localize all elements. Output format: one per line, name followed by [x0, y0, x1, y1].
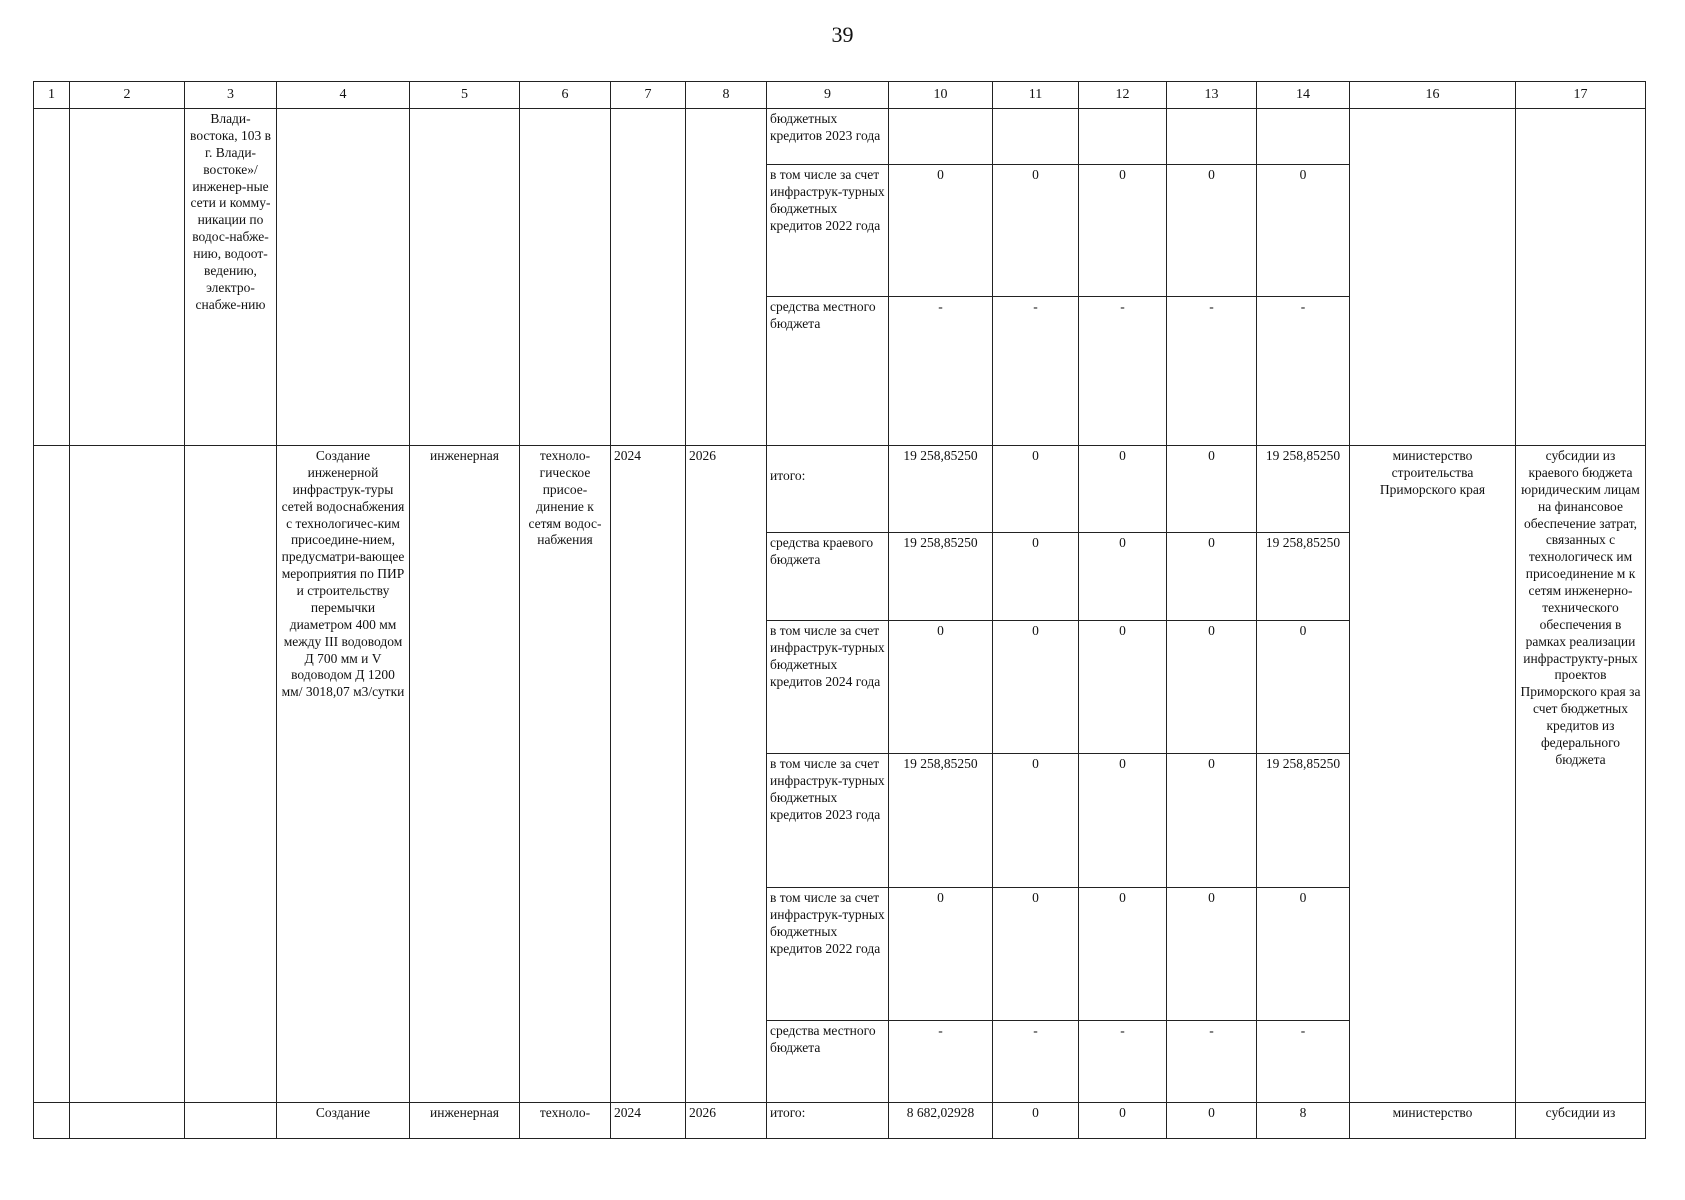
value-cell: - [1079, 1021, 1167, 1103]
data-table [33, 81, 1646, 1139]
start-year-cell: 2024 [611, 446, 686, 1103]
cell-col2 [70, 1103, 185, 1139]
funding-source-cell: итого: [767, 446, 889, 533]
value-cell: 0 [1167, 888, 1257, 1021]
cell-col5 [410, 109, 520, 446]
cell-col17 [1516, 109, 1646, 446]
table-row [34, 109, 1646, 165]
value-cell: 0 [1079, 1103, 1167, 1139]
value-cell: 0 [1079, 621, 1167, 754]
header-cell: 8 [686, 82, 767, 109]
value-cell: 0 [889, 888, 993, 1021]
responsible-body-cell: министерство [1350, 1103, 1516, 1139]
value-cell: 19 258,85250 [1257, 754, 1350, 888]
financing-form-cell: субсидии из [1516, 1103, 1646, 1139]
value-cell: 0 [1167, 1103, 1257, 1139]
value-cell: 0 [993, 888, 1079, 1021]
header-cell: 2 [70, 82, 185, 109]
funding-source-cell: в том числе за счет инфраструк-турных бюджетных кредитов 2023 года [767, 754, 889, 888]
header-cell: 9 [767, 82, 889, 109]
value-cell: - [1167, 297, 1257, 446]
value-cell [1167, 109, 1257, 165]
responsible-body-cell: министерство строительства Приморского края [1350, 446, 1516, 1103]
value-cell: 0 [1167, 621, 1257, 754]
object-type-cell: инженерная [410, 1103, 520, 1139]
cell-col3 [185, 1103, 277, 1139]
value-cell: 0 [889, 165, 993, 297]
header-cell: 5 [410, 82, 520, 109]
value-cell: - [993, 1021, 1079, 1103]
value-cell: 0 [993, 533, 1079, 621]
value-cell [993, 109, 1079, 165]
start-year-cell: 2024 [611, 1103, 686, 1139]
cell-col4 [277, 109, 410, 446]
purpose-cell: техноло-гическое присое-динение к сетям водос-набжения [520, 446, 611, 1103]
value-cell: 0 [1167, 754, 1257, 888]
value-cell [1257, 109, 1350, 165]
end-year-cell: 2026 [686, 446, 767, 1103]
cell-col1 [34, 1103, 70, 1139]
value-cell: 0 [1257, 621, 1350, 754]
value-cell: - [889, 1021, 993, 1103]
financing-form-cell: субсидии из краевого бюджета юридическим лицам на финансовое обеспечение затрат, связанных с технологическ им присоединение м к сетям инженерно-технического обеспечения в рамках реализации инфраструкту-рных проектов Приморского края за счет бюджетных кредитов из федерального бюджета [1516, 446, 1646, 1103]
cell-col1 [34, 109, 70, 446]
header-cell: 16 [1350, 82, 1516, 109]
funding-source-cell: бюджетных кредитов 2023 года [767, 109, 889, 165]
value-cell: 0 [993, 621, 1079, 754]
value-cell: 19 258,85250 [1257, 446, 1350, 533]
value-cell: - [1079, 297, 1167, 446]
value-cell: 0 [1079, 533, 1167, 621]
header-cell: 13 [1167, 82, 1257, 109]
value-cell: - [1167, 1021, 1257, 1103]
object-description-cell: Создание инженерной инфраструк-туры сетей водоснабжения с технологичес-ким присоедине-нием, предусматри-вающее мероприятия по ПИР и строительству перемычки диаметром 400 мм между III водоводом Д 700 мм и V водоводом Д 1200 мм/ 3018,07 м3/сутки [277, 446, 410, 1103]
cell-col6 [520, 109, 611, 446]
header-cell: 1 [34, 82, 70, 109]
header-cell: 4 [277, 82, 410, 109]
funding-source-cell: итого: [767, 1103, 889, 1139]
value-cell: 8 682,02928 [889, 1103, 993, 1139]
cell-col2 [70, 109, 185, 446]
object-description-cell: Создание [277, 1103, 410, 1139]
value-cell: 8 [1257, 1103, 1350, 1139]
value-cell: - [889, 297, 993, 446]
cell-col7 [611, 109, 686, 446]
header-cell: 12 [1079, 82, 1167, 109]
value-cell: 19 258,85250 [889, 446, 993, 533]
header-cell: 14 [1257, 82, 1350, 109]
value-cell: 0 [1079, 888, 1167, 1021]
value-cell [889, 109, 993, 165]
value-cell: 0 [1079, 165, 1167, 297]
header-cell: 6 [520, 82, 611, 109]
value-cell: 0 [1257, 165, 1350, 297]
value-cell: 0 [1167, 165, 1257, 297]
cell-col2 [70, 446, 185, 1103]
header-cell: 10 [889, 82, 993, 109]
header-cell: 17 [1516, 82, 1646, 109]
value-cell: 0 [1257, 888, 1350, 1021]
page-number: 39 [831, 22, 854, 47]
table-row [34, 446, 1646, 533]
value-cell: 0 [993, 1103, 1079, 1139]
value-cell: - [993, 297, 1079, 446]
value-cell: - [1257, 1021, 1350, 1103]
value-cell: 0 [1079, 754, 1167, 888]
value-cell: - [1257, 297, 1350, 446]
value-cell: 0 [993, 165, 1079, 297]
object-description-cell: Влади-востока, 103 в г. Влади-востоке»/ инженер-ные сети и комму-никации по водос-набже-нию, водоот-ведению, электро-снабже-нию [185, 109, 277, 446]
purpose-cell: техноло- [520, 1103, 611, 1139]
end-year-cell: 2026 [686, 1103, 767, 1139]
funding-source-cell: средства местного бюджета [767, 297, 889, 446]
value-cell: 0 [1167, 533, 1257, 621]
value-cell: 0 [1079, 446, 1167, 533]
header-row [34, 82, 1646, 109]
value-cell: 19 258,85250 [889, 754, 993, 888]
header-cell: 7 [611, 82, 686, 109]
cell-col3 [185, 446, 277, 1103]
value-cell: 0 [889, 621, 993, 754]
funding-source-cell: в том числе за счет инфраструк-турных бюджетных кредитов 2022 года [767, 888, 889, 1021]
header-cell: 11 [993, 82, 1079, 109]
table-row [34, 1103, 1646, 1139]
value-cell: 0 [993, 754, 1079, 888]
value-cell: 19 258,85250 [889, 533, 993, 621]
funding-source-cell: средства местного бюджета [767, 1021, 889, 1103]
funding-source-cell: средства краевого бюджета [767, 533, 889, 621]
header-cell: 3 [185, 82, 277, 109]
cell-col16 [1350, 109, 1516, 446]
funding-source-cell: в том числе за счет инфраструк-турных бюджетных кредитов 2022 года [767, 165, 889, 297]
cell-col1 [34, 446, 70, 1103]
value-cell: 19 258,85250 [1257, 533, 1350, 621]
cell-col8 [686, 109, 767, 446]
funding-source-cell: в том числе за счет инфраструк-турных бюджетных кредитов 2024 года [767, 621, 889, 754]
value-cell: 0 [993, 446, 1079, 533]
object-type-cell: инженерная [410, 446, 520, 1103]
value-cell: 0 [1167, 446, 1257, 533]
value-cell [1079, 109, 1167, 165]
